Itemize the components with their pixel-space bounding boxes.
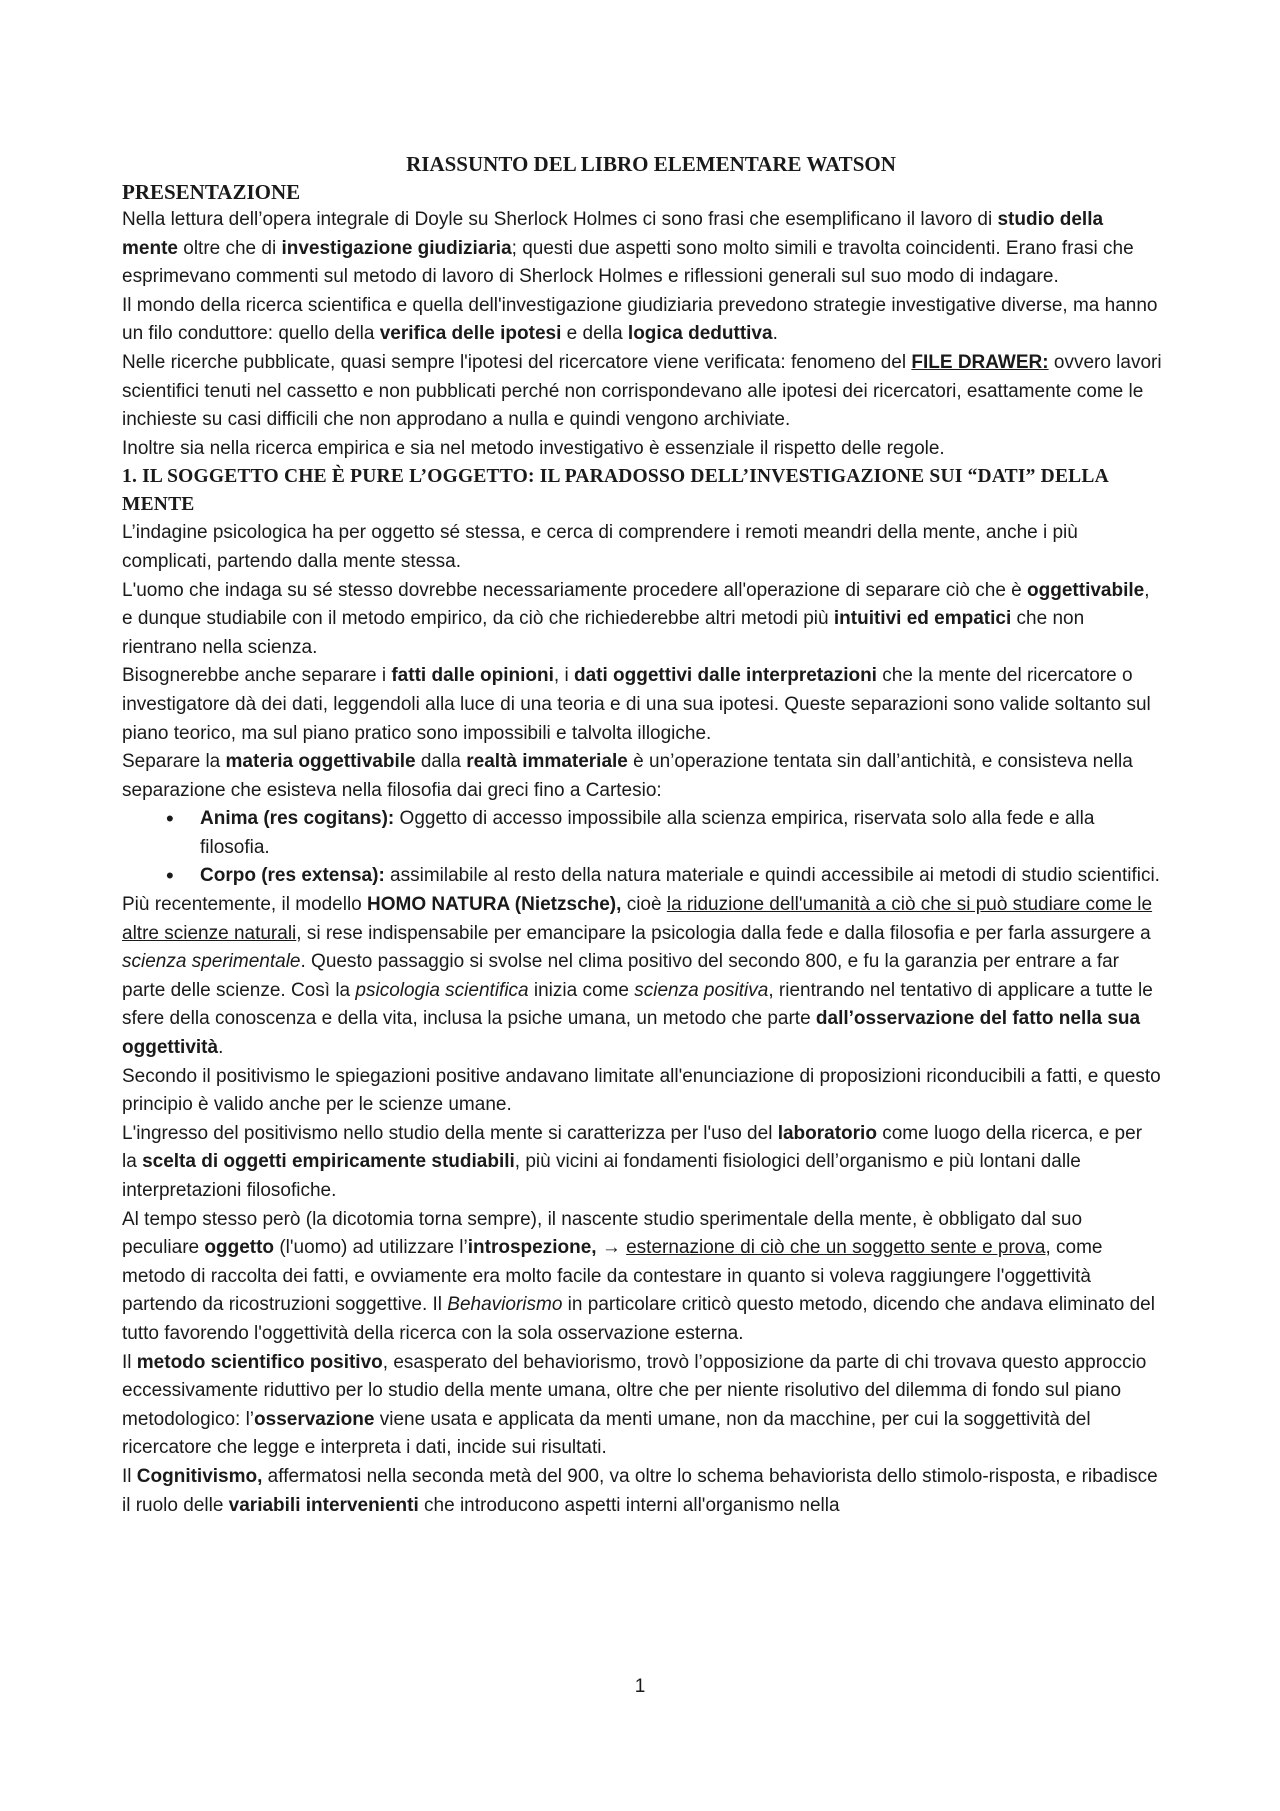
list-item: • Corpo (res extensa): assimilabile al resto della natura materiale e quindi accessibile ai metodi di studio scientifici. [200,862,1162,891]
bullet-list [122,805,1162,891]
paragraph: Secondo il positivismo le spiegazioni positive andavano limitate all'enunciazione di proposizioni riconducibili a fatti, e questo principio è valido anche per le scienze umane. [122,1065,1161,1116]
arrow-right-icon: → [596,1237,627,1259]
section-heading-presentazione: PRESENTAZIONE [122,180,301,204]
document-title: RIASSUNTO DEL LIBRO ELEMENTARE WATSON [406,152,896,176]
paragraph: Più recentemente, il modello HOMO NATURA (Nietzsche), cioè la riduzione dell'umanità a ciò che si può studiare come le altre scienze naturali, si rese indispensabile per emancipare la psicologia dalla fede e dalla filosofia e per farla assurgere a scienza sperimentale. Questo passaggio si svolse nel clima positivo del secondo 800, e fu la garanzia per entrare a far parte delle scienze. Così la psicologia scientifica inizia come scienza positiva, rientrando nel tentativo di applicare a tutte le sfere della conoscenza e della vita, inclusa la psiche umana, un metodo che parte dall’osservazione del fatto nella sua oggettività. [122,894,1153,1059]
paragraph: Inoltre sia nella ricerca empirica e sia nel metodo investigativo è essenziale il rispetto delle regole. [122,437,945,459]
file-drawer-term: FILE DRAWER: [911,351,1049,373]
list-item: • Anima (res cogitans): Oggetto di accesso impossibile alla scienza empirica, riservata solo alla fede e alla filosofia. [200,805,1162,862]
paragraph: Il mondo della ricerca scientifica e quella dell'investigazione giudiziaria prevedono strategie investigative diverse, ma hanno un filo conduttore: quello della verifica delle ipotesi e della logica deduttiva. [122,294,1158,345]
page-number: 1 [634,1676,646,1697]
paragraph: Separare la materia oggettivabile dalla realtà immateriale è un’operazione tentata sin dall’antichità, e consisteva nella separazione che esisteva nella filosofia dai greci fino a Cartesio: [122,751,1133,801]
chapter-heading: 1. IL SOGGETTO CHE È PURE L’OGGETTO: IL PARADOSSO DELL’INVESTIGAZIONE SUI “DATI” DELLA MENTE [122,466,1108,516]
paragraph: L'uomo che indaga su sé stesso dovrebbe necessariamente procedere all'operazione di separare ciò che è oggettivabile, e dunque studiabile con il metodo empirico, da ciò che richiederebbe altri metodi più intuitivi ed empatici che non rientrano nella scienza. [122,579,1150,658]
paragraph: Al tempo stesso però (la dicotomia torna sempre), il nascente studio sperimentale della mente, è obbligato dal suo peculiare oggetto (l'uomo) ad utilizzare l’introspezione, → esternazione di ciò che un soggetto sente e prova, come metodo di raccolta dei fatti, e ovviamente era molto facile da contestare in quanto si voleva raggiungere l'oggettività partendo da ricostruzioni soggettive. Il Behaviorismo in particolare criticò questo metodo, dicendo che andava eliminato del tutto favorendo l'oggettività della ricerca con la sola osservazione esterna. [122,1208,1155,1344]
document-page [122,150,1162,1520]
paragraph: Nelle ricerche pubblicate, quasi sempre l'ipotesi del ricercatore viene verificata: fenomeno del FILE DRAWER: ovvero lavori scientifici tenuti nel cassetto e non pubblicati perché non corrispondevano alle ipotesi dei ricercatori, esattamente come le inchieste su casi difficili che non approdano a nulla e quindi vengono archiviate. [122,351,1162,431]
paragraph: L’indagine psicologica ha per oggetto sé stessa, e cerca di comprendere i remoti meandri della mente, anche i più complicati, partendo dalla mente stessa. [122,522,1078,572]
paragraph: L'ingresso del positivismo nello studio della mente si caratterizza per l'uso del laboratorio come luogo della ricerca, e per la scelta di oggetti empiricamente studiabili, più vicini ai fondamenti fisiologici dell’organismo e più lontani dalle interpretazioni filosofiche. [122,1122,1143,1201]
paragraph: Il Cognitivismo, affermatosi nella seconda metà del 900, va oltre lo schema behaviorista dello stimolo-risposta, e ribadisce il ruolo delle variabili intervenienti che introducono aspetti interni all'organismo nella [122,1465,1158,1516]
paragraph: Bisognerebbe anche separare i fatti dalle opinioni, i dati oggettivi dalle interpretazioni che la mente del ricercatore o investigatore dà dei dati, leggendoli alla luce di una teoria e di una sua ipotesi. Queste separazioni sono valide soltanto sul piano teorico, ma sul piano pratico sono impossibili e talvolta illogiche. [122,665,1151,744]
paragraph: Nella lettura dell’opera integrale di Doyle su Sherlock Holmes ci sono frasi che esemplificano il lavoro di studio della mente oltre che di investigazione giudiziaria; questi due aspetti sono molto simili e travolta coincidenti. Erano frasi che esprimevano commenti sul metodo di lavoro di Sherlock Holmes e riflessioni generali sul suo modo di indagare. [122,209,1134,288]
paragraph: Il metodo scientifico positivo, esasperato del behaviorismo, trovò l’opposizione da parte di chi trovava questo approccio eccessivamente riduttivo per lo studio della mente umana, oltre che per niente risolutivo del dilemma di fondo sul piano metodologico: l’osservazione viene usata e applicata da menti umane, non da macchine, per cui la soggettività del ricercatore che legge e interpreta i dati, incide sui risultati. [122,1351,1147,1459]
